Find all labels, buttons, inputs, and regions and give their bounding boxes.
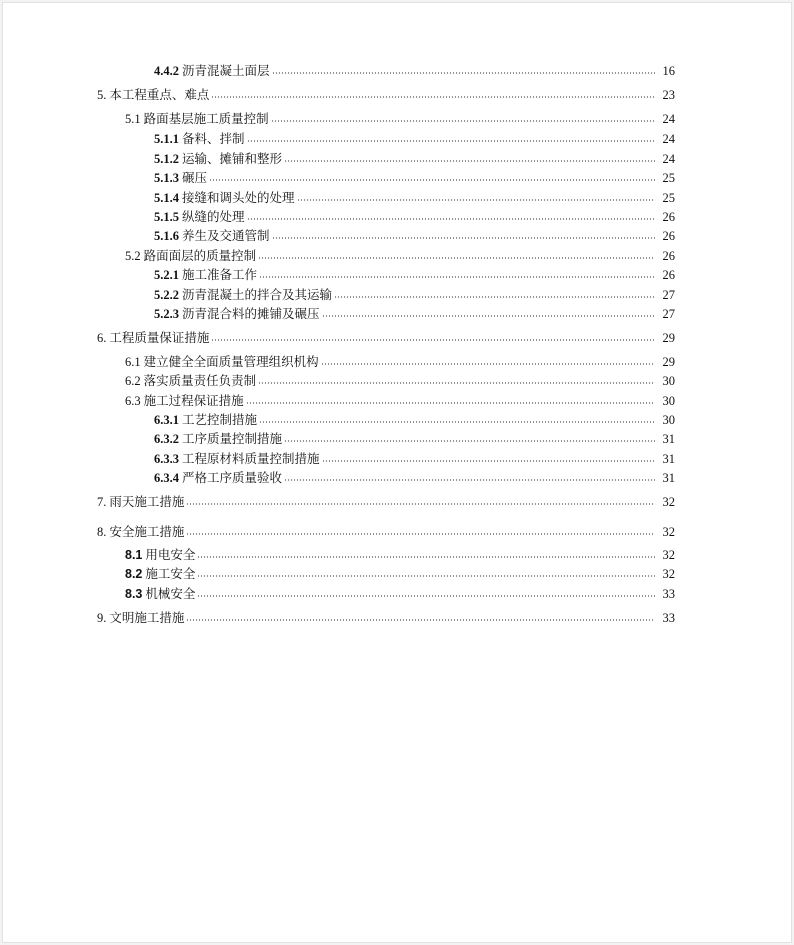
toc-dot-leader xyxy=(247,217,655,221)
toc-entry[interactable] xyxy=(154,207,675,225)
toc-dot-leader xyxy=(321,362,655,366)
toc-dot-leader xyxy=(297,198,655,202)
toc-entry[interactable] xyxy=(97,492,675,510)
toc-entry-number: 4.4.2 xyxy=(154,64,179,78)
toc-entry[interactable] xyxy=(97,85,675,103)
toc-dot-leader xyxy=(259,275,655,279)
toc-entry-title: 建立健全全面质量管理组织机构 xyxy=(143,354,319,369)
toc-entry-number: 5.2.2 xyxy=(154,288,179,302)
toc-dot-leader xyxy=(271,119,655,123)
toc-entry[interactable] xyxy=(125,109,675,127)
toc-page-number: 24 xyxy=(662,152,675,166)
toc-entry-number: 6.3 xyxy=(125,394,141,408)
toc-page-number: 31 xyxy=(662,452,675,466)
toc-entry-title: 工序质量控制措施 xyxy=(182,431,283,446)
toc-page-number: 32 xyxy=(662,525,675,539)
toc-entry-title: 接缝和调头处的处理 xyxy=(182,190,295,205)
toc-entry-number: 6.1 xyxy=(125,355,141,369)
toc-entry-number: 8.2 xyxy=(125,567,143,581)
toc-entry-number: 5.2.3 xyxy=(154,307,179,321)
toc-dot-leader xyxy=(259,420,655,424)
toc-entry-number: 7. xyxy=(97,495,107,509)
toc-entry-title: 工程质量保证措施 xyxy=(109,330,210,345)
toc-entry-title: 工程原材料质量控制措施 xyxy=(182,451,320,466)
toc-entry-title: 工艺控制措施 xyxy=(182,412,258,427)
toc-entry[interactable] xyxy=(154,61,675,79)
toc-page-number: 26 xyxy=(662,268,675,282)
toc-entry[interactable] xyxy=(154,129,675,147)
toc-entry-title: 沥青混凝土面层 xyxy=(182,63,270,78)
toc-entry[interactable] xyxy=(154,468,675,486)
toc-entry-title: 施工过程保证措施 xyxy=(143,393,244,408)
toc-entry[interactable] xyxy=(125,564,675,582)
toc-dot-leader xyxy=(247,139,655,143)
toc-entry[interactable] xyxy=(97,608,675,626)
toc-dot-leader xyxy=(197,594,655,598)
toc-entry-number: 5.1 xyxy=(125,112,141,126)
toc-entry-number: 6.3.4 xyxy=(154,471,179,485)
toc-entry[interactable] xyxy=(154,149,675,167)
toc-page-number: 23 xyxy=(662,88,675,102)
toc-entry-title: 碾压 xyxy=(182,170,208,185)
toc-page-number: 25 xyxy=(662,171,675,185)
toc-entry[interactable] xyxy=(125,584,675,602)
toc-entry-number: 6.2 xyxy=(125,374,141,388)
toc-entry[interactable] xyxy=(125,246,675,264)
toc-dot-leader xyxy=(186,618,655,622)
toc-entry-number: 6. xyxy=(97,331,107,345)
toc-entry-title: 文明施工措施 xyxy=(109,610,185,625)
toc-dot-leader xyxy=(246,401,655,405)
toc-entry[interactable] xyxy=(154,226,675,244)
toc-entry-title: 机械安全 xyxy=(145,586,196,601)
toc-entry-number: 8.1 xyxy=(125,548,143,562)
toc-page-number: 31 xyxy=(662,432,675,446)
toc-dot-leader xyxy=(186,532,655,536)
toc-entry-title: 严格工序质量验收 xyxy=(182,470,283,485)
toc-entry-title: 路面基层施工质量控制 xyxy=(143,111,269,126)
toc-page-number: 29 xyxy=(662,355,675,369)
toc-entry-title: 养生及交通管制 xyxy=(182,228,270,243)
toc-dot-leader xyxy=(284,159,655,163)
toc-entry-number: 5.1.4 xyxy=(154,191,179,205)
toc-entry[interactable] xyxy=(125,391,675,409)
toc-page-number: 24 xyxy=(662,112,675,126)
toc-entry[interactable] xyxy=(154,449,675,467)
toc-entry-number: 9. xyxy=(97,611,107,625)
toc-entry-number: 6.3.2 xyxy=(154,432,179,446)
toc-dot-leader xyxy=(322,314,655,318)
toc-entry-number: 8.3 xyxy=(125,587,143,601)
toc-entry-title: 安全施工措施 xyxy=(109,524,185,539)
toc-page-number: 16 xyxy=(662,64,675,78)
toc-entry-number: 5.1.3 xyxy=(154,171,179,185)
toc-dot-leader xyxy=(211,338,655,342)
toc-page-number: 29 xyxy=(662,331,675,345)
toc-entry-title: 纵缝的处理 xyxy=(182,209,245,224)
toc-entry[interactable] xyxy=(125,371,675,389)
toc-page-number: 33 xyxy=(662,611,675,625)
toc-entry-title: 落实质量责任负责制 xyxy=(143,373,257,388)
toc-page-number: 26 xyxy=(662,229,675,243)
toc-dot-leader xyxy=(211,95,655,99)
toc-entry[interactable] xyxy=(97,522,675,540)
toc-page-number: 25 xyxy=(662,191,675,205)
toc-entry-number: 5.2.1 xyxy=(154,268,179,282)
toc-dot-leader xyxy=(197,574,655,578)
toc-entry-number: 5.1.6 xyxy=(154,229,179,243)
toc-dot-leader xyxy=(258,256,655,260)
toc-entry-title: 路面面层的质量控制 xyxy=(143,248,257,263)
toc-dot-leader xyxy=(322,459,655,463)
toc-entry[interactable] xyxy=(154,188,675,206)
toc-entry-number: 5.1.2 xyxy=(154,152,179,166)
toc-entry[interactable] xyxy=(154,429,675,447)
toc-entry[interactable] xyxy=(154,304,675,322)
toc-page-number: 31 xyxy=(662,471,675,485)
toc-entry-title: 施工安全 xyxy=(145,566,196,581)
toc-dot-leader xyxy=(197,555,655,559)
toc-entry[interactable] xyxy=(97,328,675,346)
toc-entry-number: 5.2 xyxy=(125,249,141,263)
toc-entry-number: 6.3.3 xyxy=(154,452,179,466)
toc-page-number: 30 xyxy=(662,374,675,388)
toc-entry-number: 5. xyxy=(97,88,107,102)
toc-page-number: 33 xyxy=(662,587,675,601)
toc-entry[interactable] xyxy=(154,285,675,303)
toc-dot-leader xyxy=(272,71,655,75)
toc-dot-leader xyxy=(186,502,655,506)
toc-entry[interactable] xyxy=(125,352,675,370)
toc-page-number: 27 xyxy=(662,288,675,302)
toc-page-number: 30 xyxy=(662,394,675,408)
toc-page-number: 32 xyxy=(662,567,675,581)
toc-page-number: 27 xyxy=(662,307,675,321)
toc-dot-leader xyxy=(284,439,655,443)
toc-dot-leader xyxy=(284,478,655,482)
toc-page-number: 32 xyxy=(662,495,675,509)
toc-page-number: 32 xyxy=(662,548,675,562)
toc-entry-number: 5.1.1 xyxy=(154,132,179,146)
toc-entry-number: 8. xyxy=(97,525,107,539)
toc-entry[interactable] xyxy=(154,168,675,186)
toc-entry[interactable] xyxy=(125,545,675,563)
document-page xyxy=(2,2,792,943)
toc-dot-leader xyxy=(272,236,655,240)
toc-entry[interactable] xyxy=(154,410,675,428)
toc-entry-number: 6.3.1 xyxy=(154,413,179,427)
toc-entry-title: 备料、拌制 xyxy=(182,131,245,146)
toc-entry-number: 5.1.5 xyxy=(154,210,179,224)
toc-entry[interactable] xyxy=(154,265,675,283)
toc-page-number: 24 xyxy=(662,132,675,146)
toc-dot-leader xyxy=(334,295,655,299)
toc-entry-title: 沥青混合料的摊铺及碾压 xyxy=(182,306,320,321)
toc-page-number: 26 xyxy=(662,210,675,224)
toc-entry-title: 用电安全 xyxy=(145,547,196,562)
toc-entry-title: 运输、摊铺和整形 xyxy=(182,151,283,166)
toc-dot-leader xyxy=(258,381,655,385)
toc-entry-title: 施工准备工作 xyxy=(182,267,258,282)
toc-entry-title: 沥青混凝土的拌合及其运输 xyxy=(182,287,333,302)
toc-page-number: 30 xyxy=(662,413,675,427)
toc-entry-title: 本工程重点、难点 xyxy=(109,87,210,102)
toc-page-number: 26 xyxy=(662,249,675,263)
toc-dot-leader xyxy=(209,178,655,182)
toc-entry-title: 雨天施工措施 xyxy=(109,494,185,509)
